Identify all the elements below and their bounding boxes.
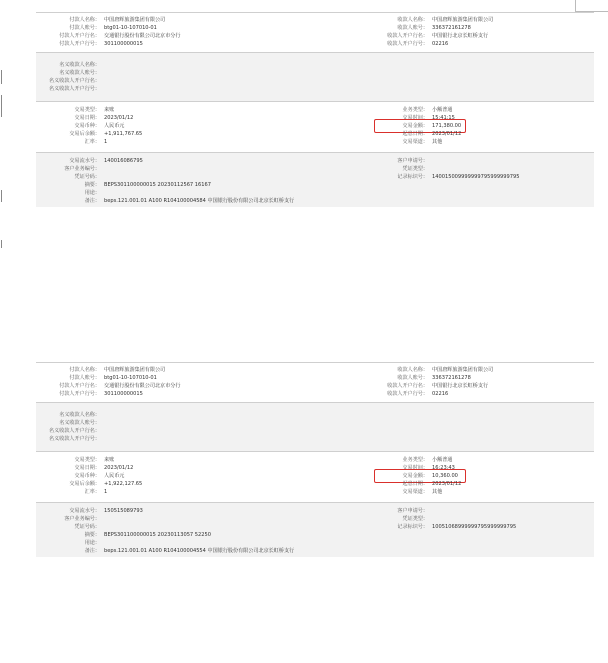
field-label: 用途： — [84, 540, 100, 546]
field-row — [36, 114, 594, 122]
field-label: 汇率： — [84, 489, 100, 495]
field-label: 客户业务编号： — [64, 516, 100, 522]
field-label-right: 收款人账号： — [397, 25, 428, 31]
field-value: beps.121.001.01 A100 R104100004554 中国银行股份有限公司北京长虹桥支行 — [104, 548, 295, 554]
left-edge-mark — [1, 240, 2, 248]
field-label: 名义收款人开户行号： — [49, 86, 100, 92]
field-label: 交易流水号： — [69, 508, 100, 514]
field-row — [36, 77, 594, 85]
field-label: 备注： — [84, 198, 100, 204]
field-value-right: 中国唐辉旅游集团有限公司 — [432, 17, 494, 23]
field-label: 摘要： — [84, 532, 100, 538]
field-label-right: 交易金额： — [402, 473, 428, 479]
field-row — [36, 173, 594, 181]
field-label-right: 记录标识号： — [397, 524, 428, 530]
field-label: 备注： — [84, 548, 100, 554]
field-label: 交易类型： — [74, 457, 100, 463]
nominal-payee-section — [36, 52, 594, 101]
field-row — [36, 40, 594, 48]
field-value-right: 10,360.00 — [432, 473, 458, 479]
field-value-right: 02216 — [432, 41, 449, 47]
field-row — [36, 515, 594, 523]
transaction-section — [36, 451, 594, 502]
field-row — [36, 539, 594, 547]
field-label: 名义收款人账号： — [59, 420, 100, 426]
field-value: 301100000015 — [104, 391, 143, 397]
field-value-right: 中国唐辉旅游集团有限公司 — [432, 367, 494, 373]
field-value: BEPS301100000015 20230112567 16167 — [104, 182, 211, 188]
field-row — [36, 106, 594, 114]
field-label: 付款人开户行名： — [59, 33, 100, 39]
receipt-1 — [36, 12, 594, 207]
field-label: 付款人开户行号： — [59, 41, 100, 47]
field-label: 名义收款人名称： — [59, 412, 100, 418]
field-label-right: 收款人名称： — [397, 17, 428, 23]
field-row — [36, 61, 594, 69]
field-value-right: 140015009999999795999999795 — [432, 174, 520, 180]
field-label-right: 客户申请号： — [397, 508, 428, 514]
field-value: 中国唐辉旅游集团有限公司 — [104, 367, 166, 373]
field-row — [36, 419, 594, 427]
field-label-right: 起息日期： — [402, 131, 428, 137]
field-label: 付款人账号： — [69, 25, 100, 31]
field-row — [36, 366, 594, 374]
field-row — [36, 374, 594, 382]
field-value: 1 — [104, 489, 108, 495]
field-label: 交易后余额： — [69, 481, 100, 487]
field-label-right: 交易时间： — [402, 465, 428, 471]
field-row — [36, 480, 594, 488]
field-label: 名义收款人开户行名： — [49, 428, 100, 434]
field-label: 交易日期： — [74, 465, 100, 471]
field-value-right: 10051068999999795999999795 — [432, 524, 517, 530]
field-row — [36, 411, 594, 419]
field-value: btg01-10-107010-01 — [104, 375, 157, 381]
field-label-right: 交易渠道： — [402, 489, 428, 495]
field-row — [36, 16, 594, 24]
field-label-right: 交易金额： — [402, 123, 428, 129]
field-label-right: 凭证类型： — [402, 166, 428, 172]
field-row — [36, 547, 594, 555]
field-row — [36, 390, 594, 398]
field-label: 客户业务编号： — [64, 166, 100, 172]
field-label-right: 收款人名称： — [397, 367, 428, 373]
field-value: 2023/01/12 — [104, 115, 134, 121]
field-label: 交易类型： — [74, 107, 100, 113]
field-row — [36, 32, 594, 40]
left-edge-mark — [1, 190, 2, 202]
field-row — [36, 197, 594, 205]
field-value: 人民币元 — [104, 473, 125, 479]
field-label: 用途： — [84, 190, 100, 196]
field-row — [36, 427, 594, 435]
field-value: 人民币元 — [104, 123, 125, 129]
field-row — [36, 122, 594, 130]
field-label: 名义收款人名称： — [59, 62, 100, 68]
field-label: 交易后余额： — [69, 131, 100, 137]
field-label-right: 交易渠道： — [402, 139, 428, 145]
field-value-right: 15:41:15 — [432, 115, 455, 121]
field-value-right: 小额普通 — [432, 107, 453, 113]
top-corner-frame — [575, 0, 608, 12]
field-value: 301100000015 — [104, 41, 143, 47]
field-row — [36, 85, 594, 93]
field-value: 交通银行股份有限公司北京市分行 — [104, 33, 181, 39]
field-label: 付款人开户行号： — [59, 391, 100, 397]
extra-info-section — [36, 152, 594, 207]
field-value-right: 16:23:43 — [432, 465, 455, 471]
field-row — [36, 24, 594, 32]
field-row — [36, 472, 594, 480]
field-row — [36, 189, 594, 197]
field-row — [36, 464, 594, 472]
field-label-right: 记录标识号： — [397, 174, 428, 180]
field-value: 2023/01/12 — [104, 465, 134, 471]
field-label-right: 起息日期： — [402, 481, 428, 487]
field-row — [36, 456, 594, 464]
field-value-right: 336372161278 — [432, 25, 471, 31]
field-row — [36, 531, 594, 539]
parties-section — [36, 362, 594, 402]
field-value-right: 小额普通 — [432, 457, 453, 463]
field-label: 交易流水号： — [69, 158, 100, 164]
field-label-right: 业务类型： — [402, 457, 428, 463]
field-row — [36, 507, 594, 515]
field-row — [36, 382, 594, 390]
field-row — [36, 523, 594, 531]
field-value-right: 其他 — [432, 139, 443, 145]
field-label: 名义收款人开户行名： — [49, 78, 100, 84]
field-row — [36, 69, 594, 77]
field-label: 名义收款人开户行号： — [49, 436, 100, 442]
field-value: 来账 — [104, 457, 115, 463]
field-row — [36, 130, 594, 138]
field-value-right: 2023/01/12 — [432, 481, 462, 487]
field-row — [36, 165, 594, 173]
field-value-right: 2023/01/12 — [432, 131, 462, 137]
field-value-right: 其他 — [432, 489, 443, 495]
field-value: 150515089793 — [104, 508, 143, 514]
receipt-2 — [36, 362, 594, 557]
field-label-right: 收款人开户行名： — [387, 383, 428, 389]
field-label: 名义收款人账号： — [59, 70, 100, 76]
field-value: 140016086795 — [104, 158, 143, 164]
field-value: 交通银行股份有限公司北京市分行 — [104, 383, 181, 389]
field-row — [36, 435, 594, 443]
nominal-payee-section — [36, 402, 594, 451]
field-value-right: 171,380.00 — [432, 123, 462, 129]
field-row — [36, 181, 594, 189]
field-label-right: 收款人开户行号： — [387, 41, 428, 47]
field-value: +1,911,767.65 — [104, 131, 143, 137]
field-value-right: 02216 — [432, 391, 449, 397]
field-row — [36, 138, 594, 146]
field-label-right: 客户申请号： — [397, 158, 428, 164]
field-label-right: 业务类型： — [402, 107, 428, 113]
parties-section — [36, 12, 594, 52]
field-label: 付款人账号： — [69, 375, 100, 381]
field-label: 凭证号码： — [74, 524, 100, 530]
left-edge-mark — [1, 70, 2, 84]
field-label: 交易币种： — [74, 123, 100, 129]
field-row — [36, 488, 594, 496]
field-label-right: 交易时间： — [402, 115, 428, 121]
field-value: beps.121.001.01 A100 R104100004584 中国银行股份有限公司北京长虹桥支行 — [104, 198, 295, 204]
field-label: 摘要： — [84, 182, 100, 188]
field-value: btg01-10-107010-01 — [104, 25, 157, 31]
field-label: 付款人开户行名： — [59, 383, 100, 389]
field-label-right: 凭证类型： — [402, 516, 428, 522]
field-label: 付款人名称： — [69, 17, 100, 23]
field-row — [36, 157, 594, 165]
field-label-right: 收款人账号： — [397, 375, 428, 381]
field-label-right: 收款人开户行号： — [387, 391, 428, 397]
field-value-right: 336372161278 — [432, 375, 471, 381]
field-value: 1 — [104, 139, 108, 145]
field-value: 中国唐辉旅游集团有限公司 — [104, 17, 166, 23]
field-value: BEPS301100000015 20230113057 52250 — [104, 532, 211, 538]
field-label: 交易币种： — [74, 473, 100, 479]
field-value: 来账 — [104, 107, 115, 113]
field-label: 汇率： — [84, 139, 100, 145]
field-label: 付款人名称： — [69, 367, 100, 373]
field-value-right: 中国银行北京长虹桥支行 — [432, 33, 489, 39]
extra-info-section — [36, 502, 594, 557]
field-label: 交易日期： — [74, 115, 100, 121]
field-value-right: 中国银行北京长虹桥支行 — [432, 383, 489, 389]
left-edge-mark — [1, 95, 2, 117]
field-label: 凭证号码： — [74, 174, 100, 180]
field-value: +1,922,127.65 — [104, 481, 143, 487]
field-label-right: 收款人开户行名： — [387, 33, 428, 39]
transaction-section — [36, 101, 594, 152]
